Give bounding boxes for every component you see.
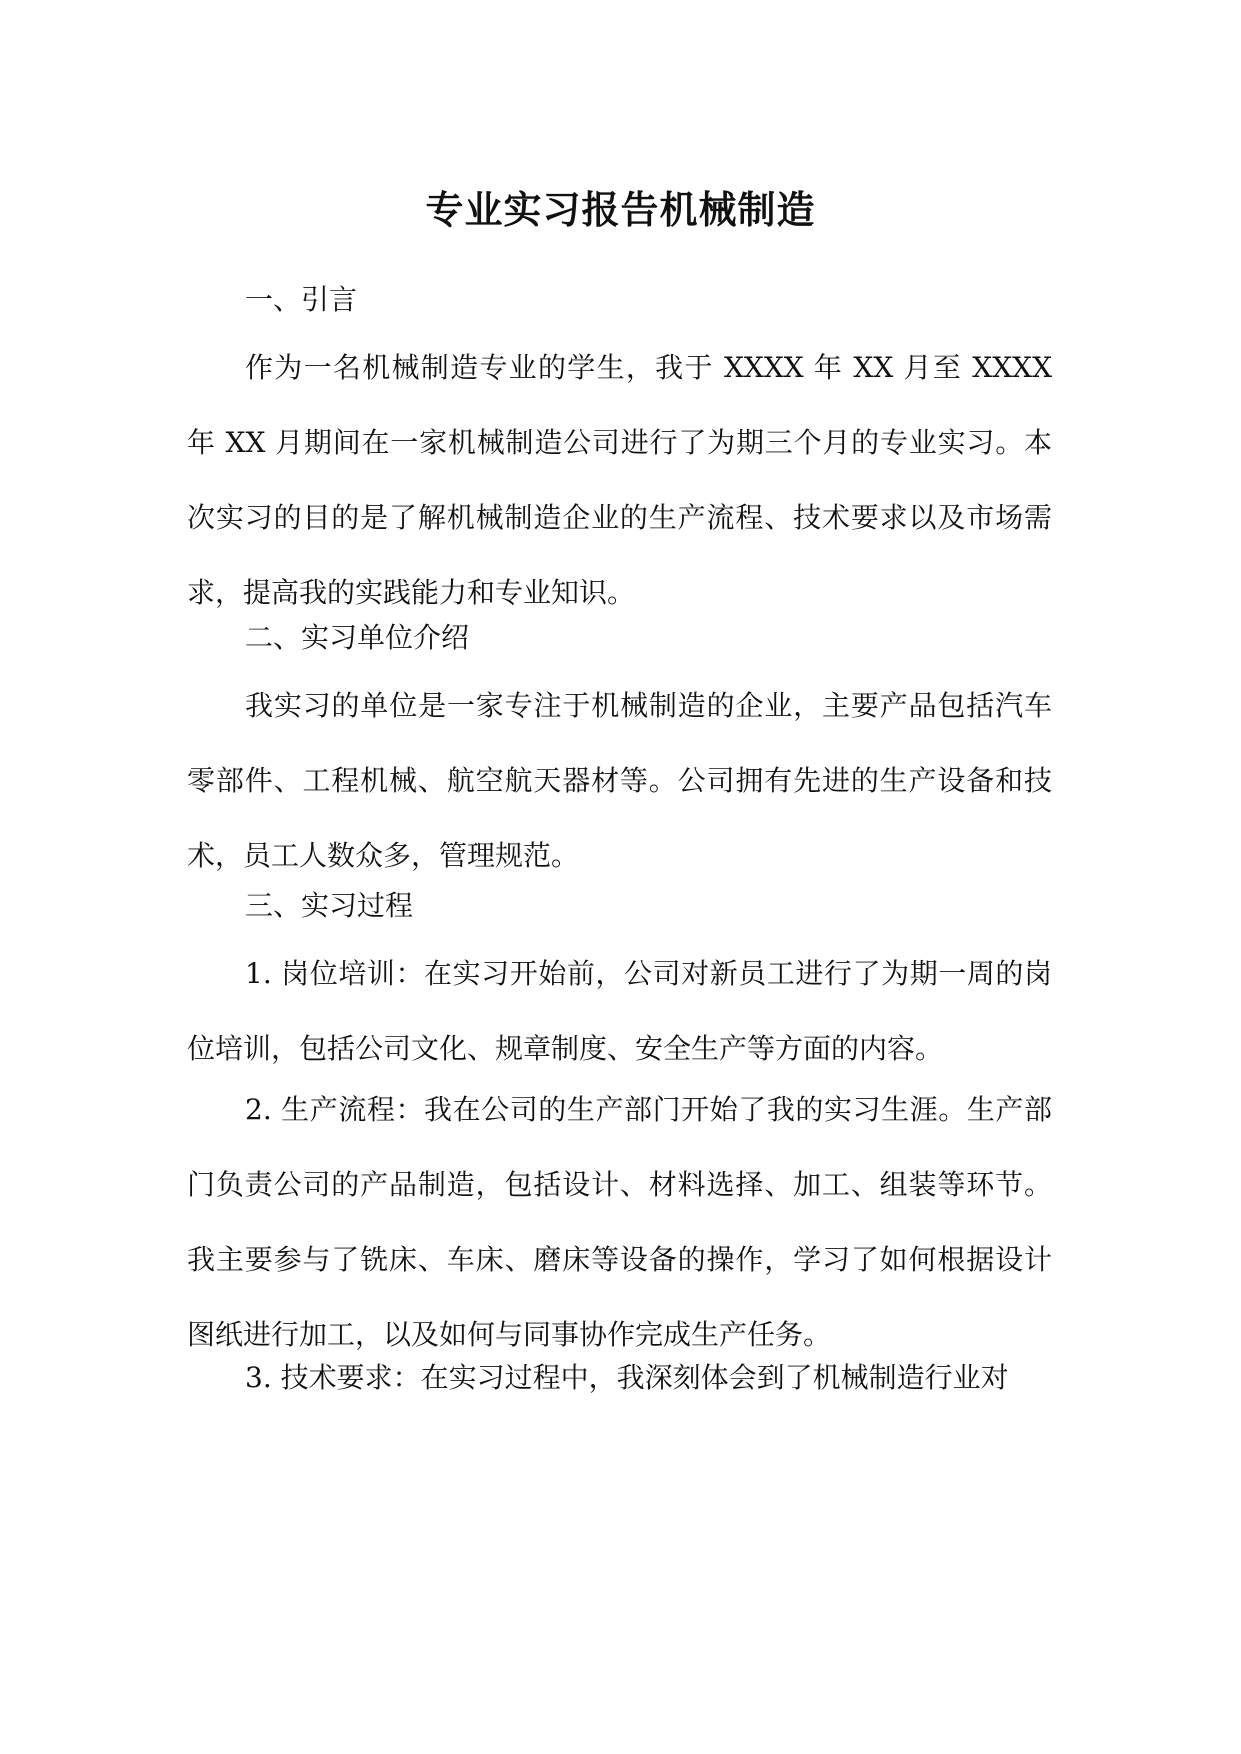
list-item-production: 2. 生产流程：我在公司的生产部门开始了我的实习生涯。生产部门负责公司的产品制造，包括设计、材料选择、加工、组装等环节。我主要参与了铣床、车床、磨床等设备的操作，学习了如何根据设计图纸进行加工，以及如何与同事协作完成生产任务。 [187,1093,1052,1351]
paragraph-company: 我实习的单位是一家专注于机械制造的企业，主要产品包括汽车零部件、工程机械、航空航天器材等。公司拥有先进的生产设备和技术，员工人数众多，管理规范。 [187,689,1052,872]
section-heading-process: 三、实习过程 [245,889,414,922]
section-heading-introduction: 一、引言 [245,283,358,316]
list-item-training: 1. 岗位培训：在实习开始前，公司对新员工进行了为期一周的岗位培训，包括公司文化、规章制度、安全生产等方面的内容。 [187,957,1052,1065]
paragraph-introduction: 作为一名机械制造专业的学生，我于 XXXX 年 XX 月至 XXXX 年 XX 月期间在一家机械制造公司进行了为期三个月的专业实习。本次实习的目的是了解机械制造企业的生产流程、技术要求以及市场需求，提高我的实践能力和专业知识。 [187,351,1052,609]
section-heading-company: 二、实习单位介绍 [245,621,470,654]
document-title: 专业实习报告机械制造 [425,187,816,232]
list-item-technical: 3. 技术要求：在实习过程中，我深刻体会到了机械制造行业对 [245,1361,1009,1394]
